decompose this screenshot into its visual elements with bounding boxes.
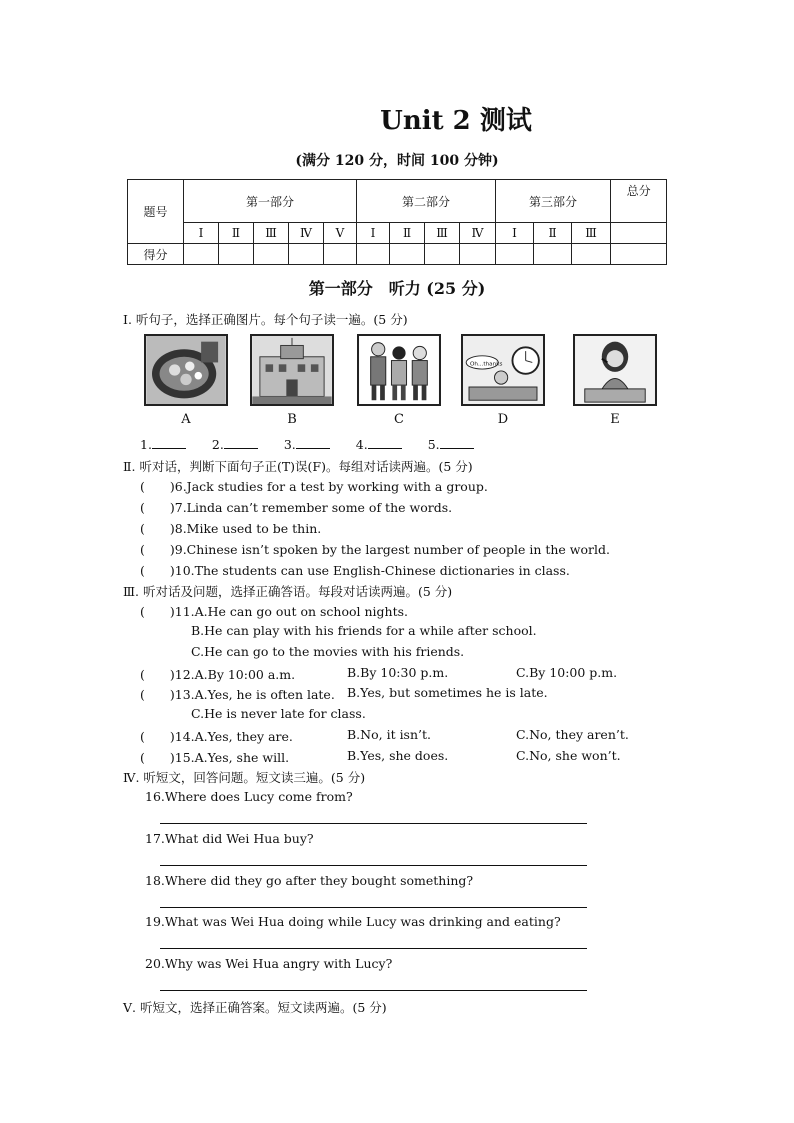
section4-heading: Ⅳ. 听短文，回答问题。短文读三遍。(5 分): [123, 770, 366, 785]
col-header: Ⅱ: [390, 223, 425, 244]
answer-line[interactable]: [160, 865, 587, 866]
col-header: Ⅰ: [357, 223, 390, 244]
picture-b: [250, 334, 334, 406]
picture-label: A: [181, 412, 191, 427]
picture-e: [573, 334, 657, 406]
blank-label: 2.: [211, 437, 224, 452]
col-header: Ⅱ: [219, 223, 254, 244]
question-item: [140, 685, 780, 703]
question-item: ( )7.Linda can’t remember some of the words.: [140, 500, 453, 515]
option-a: ( )14.A.Yes, they are.: [140, 729, 293, 744]
col-header: Ⅴ: [324, 223, 357, 244]
option-b: B.Yes, she does.: [347, 748, 449, 763]
part2-header: 第二部分: [357, 180, 496, 223]
score-cell[interactable]: [425, 244, 460, 265]
total-header: 总分: [611, 180, 667, 223]
food-plate-icon: [146, 336, 226, 404]
picture-d: [461, 334, 545, 406]
answer-blank[interactable]: [152, 436, 186, 449]
blank-label: 4.: [355, 437, 368, 452]
school-building-icon: [252, 336, 332, 404]
score-cell[interactable]: [390, 244, 425, 265]
option-item: C.He is never late for class.: [191, 706, 366, 721]
score-cell[interactable]: [184, 244, 219, 265]
score-table: [127, 179, 667, 265]
col-header: Ⅳ: [289, 223, 324, 244]
picture-label: E: [610, 412, 620, 427]
option-item: C.He can go to the movies with his friends.: [191, 644, 465, 659]
score-cell[interactable]: [534, 244, 572, 265]
answer-line[interactable]: [160, 948, 587, 949]
section5-heading: Ⅴ. 听短文，选择正确答案。短文读两遍。(5 分): [123, 1000, 387, 1015]
picture-label: D: [497, 412, 509, 427]
section1-heading: Ⅰ. 听句子，选择正确图片。每个句子读一遍。(5 分): [123, 312, 408, 327]
answer-blank[interactable]: [368, 436, 402, 449]
question-item: [140, 748, 780, 766]
answer-line[interactable]: [160, 823, 587, 824]
question-item: ( )10.The students can use English-Chinese dictionaries in class.: [140, 563, 570, 578]
option-c: C.No, she won’t.: [516, 748, 621, 763]
score-cell[interactable]: [219, 244, 254, 265]
col-header: Ⅱ: [534, 223, 572, 244]
col-header: Ⅲ: [425, 223, 460, 244]
col-header: Ⅲ: [254, 223, 289, 244]
picture-label: C: [394, 412, 404, 427]
speech-bubble-text: Oh...thanks: [469, 361, 503, 368]
question-item: 18.Where did they go after they bought something?: [145, 873, 474, 888]
question-item: 19.What was Wei Hua doing while Lucy was drinking and eating?: [145, 914, 561, 929]
option-b: B.No, it isn’t.: [347, 727, 431, 742]
score-label-cell: 得分: [128, 244, 184, 265]
section3-heading: Ⅲ. 听对话及问题，选择正确答语。每段对话读两遍。(5 分): [123, 584, 453, 599]
score-cell[interactable]: [496, 244, 534, 265]
score-cell[interactable]: [572, 244, 611, 265]
score-cell[interactable]: [357, 244, 390, 265]
option-a: ( )15.A.Yes, she will.: [140, 750, 290, 765]
option-item: B.He can play with his friends for a while after school.: [191, 623, 537, 638]
answer-blanks: [140, 436, 474, 452]
question-item: 16.Where does Lucy come from?: [145, 789, 353, 804]
picture-label: B: [287, 412, 297, 427]
answer-line[interactable]: [160, 990, 587, 991]
option-b: B.By 10:30 p.m.: [347, 665, 449, 680]
col-header: Ⅰ: [184, 223, 219, 244]
answer-blank[interactable]: [296, 436, 330, 449]
page-subtitle: (满分 120 分，时间 100 分钟): [295, 153, 499, 169]
part-title: 第一部分 听力 (25 分): [308, 279, 486, 298]
option-a: ( )13.A.Yes, he is often late.: [140, 687, 335, 702]
blank-label: 3.: [283, 437, 296, 452]
total-cell[interactable]: [611, 223, 667, 244]
part3-header: 第三部分: [496, 180, 611, 223]
blank-label: 1.: [140, 437, 152, 452]
question-item: [140, 665, 780, 683]
score-cell[interactable]: [289, 244, 324, 265]
score-cell[interactable]: [611, 244, 667, 265]
three-students-icon: [359, 336, 439, 404]
question-item: ( )9.Chinese isn’t spoken by the largest number of people in the world.: [140, 542, 610, 557]
boy-clock-icon: [463, 336, 543, 404]
blank-label: 5.: [427, 437, 440, 452]
question-item: ( )8.Mike used to be thin.: [140, 521, 322, 536]
answer-line[interactable]: [160, 907, 587, 908]
score-cell[interactable]: [254, 244, 289, 265]
page-title: Unit 2 测试: [380, 106, 532, 136]
answer-blank[interactable]: [440, 436, 474, 449]
picture-c: [357, 334, 441, 406]
question-item: ( )11.A.He can go out on school nights.: [140, 604, 409, 619]
section2-heading: Ⅱ. 听对话，判断下面句子正(T)误(F)。每组对话读两遍。(5 分): [123, 459, 473, 474]
answer-blank[interactable]: [224, 436, 258, 449]
part1-header: 第一部分: [184, 180, 357, 223]
col-header: Ⅰ: [496, 223, 534, 244]
question-item: ( )6.Jack studies for a test by working with a group.: [140, 479, 488, 494]
option-c: C.By 10:00 p.m.: [516, 665, 618, 680]
score-cell[interactable]: [460, 244, 496, 265]
option-a: ( )12.A.By 10:00 a.m.: [140, 667, 296, 682]
score-cell[interactable]: [324, 244, 357, 265]
question-item: 20.Why was Wei Hua angry with Lucy?: [145, 956, 393, 971]
question-item: 17.What did Wei Hua buy?: [145, 831, 314, 846]
picture-a: [144, 334, 228, 406]
girl-headset-icon: [575, 336, 655, 404]
option-b: B.Yes, but sometimes he is late.: [347, 685, 548, 700]
question-item: [140, 727, 780, 745]
col-header: Ⅳ: [460, 223, 496, 244]
col-header: Ⅲ: [572, 223, 611, 244]
row-label-cell: 题号: [128, 180, 184, 244]
option-c: C.No, they aren’t.: [516, 727, 629, 742]
